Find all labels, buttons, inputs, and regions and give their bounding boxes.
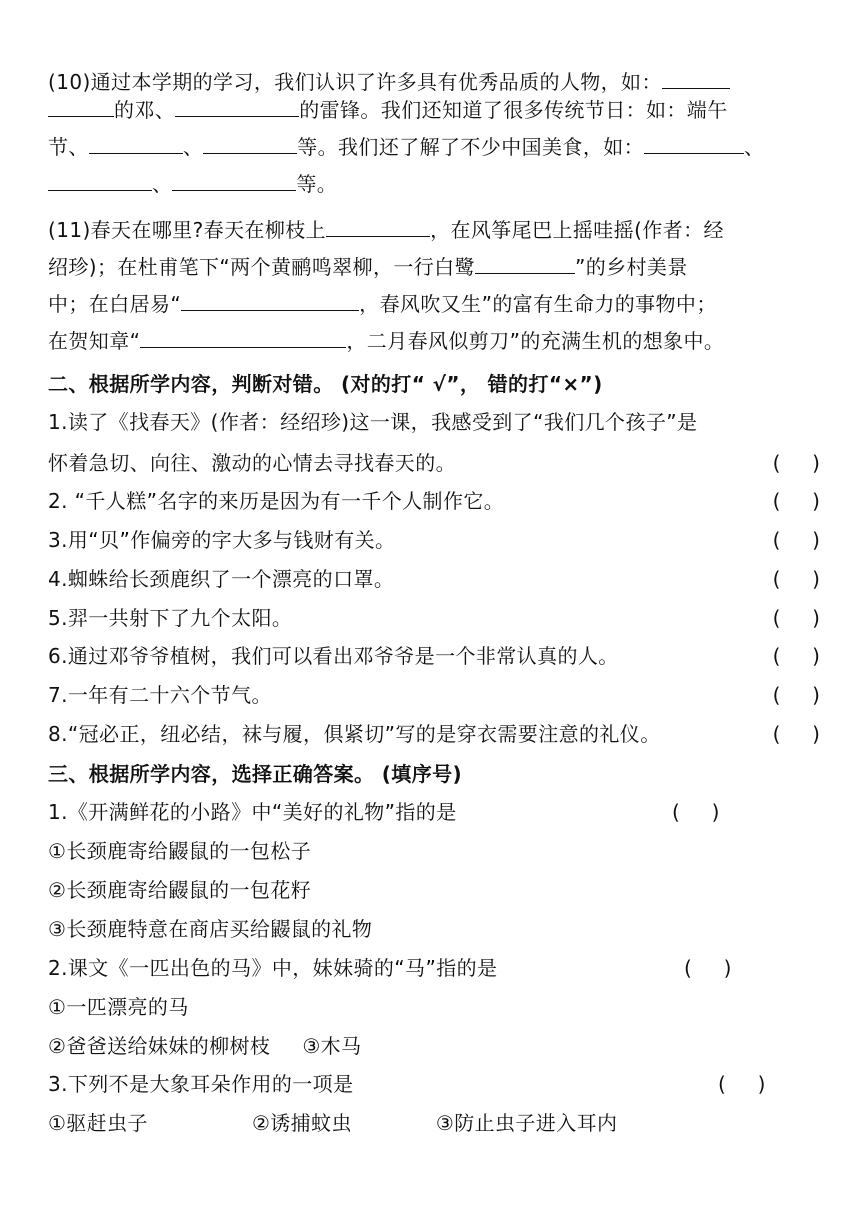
q10-line-4 (48, 170, 820, 198)
q11-text: (11)春天在哪里?春天在柳枝上 (48, 218, 327, 242)
answer-parentheses[interactable]: ( ) (772, 489, 820, 513)
judge-item-6: 6.通过邓爷爷植树，我们可以看出邓爷爷是一个非常认真的人。 (48, 644, 619, 668)
answer-blank[interactable] (140, 327, 346, 348)
q10-text: 、 (152, 172, 173, 196)
choice-q3-options-row (48, 1109, 820, 1137)
choice-q3-option-3: ③防止虫子进入耳内 (435, 1111, 618, 1135)
judge-item-1-line-1: 1.读了《找春天》(作者：经绍珍)这一课，我感受到了“我们几个孩子”是 (48, 410, 698, 434)
judge-item-4: 4.蜘蛛给长颈鹿织了一个漂亮的口罩。 (48, 567, 395, 591)
q11-line-1 (48, 216, 820, 244)
choice-q1-option-2: ②长颈鹿寄给鼹鼠的一包花籽 (48, 878, 312, 902)
answer-blank[interactable] (172, 170, 296, 191)
choice-q3-option-1: ①驱赶虫子 (48, 1111, 148, 1135)
answer-parentheses[interactable]: ( ) (772, 683, 820, 707)
answer-parentheses[interactable]: ( ) (772, 528, 820, 552)
answer-parentheses[interactable]: ( ) (684, 956, 732, 980)
answer-blank[interactable] (89, 133, 183, 154)
judge-item-5: 5.羿一共射下了九个太阳。 (48, 606, 293, 630)
answer-blank[interactable] (203, 133, 297, 154)
answer-blank[interactable] (175, 96, 299, 117)
choice-q1-option-1: ①长颈鹿寄给鼹鼠的一包松子 (48, 839, 312, 863)
q10-text: 等。我们还了解了不少中国美食，如： (297, 135, 645, 159)
q11-text: 中；在白居易“ (48, 292, 182, 316)
q10-text: 节、 (48, 135, 89, 159)
q11-text: ，春风吹又生”的富有生命力的事物中； (359, 292, 717, 316)
answer-parentheses[interactable]: ( ) (772, 722, 820, 746)
q11-line-3 (48, 290, 820, 318)
choice-q3: 3.下列不是大象耳朵作用的一项是 (48, 1072, 354, 1096)
judge-item-8: 8.“冠必正，纽必结，袜与履，俱紧切”写的是穿衣需要注意的礼仪。 (48, 722, 661, 746)
q10-text: (10)通过本学期的学习，我们认识了许多具有优秀品质的人物，如： (48, 70, 662, 94)
q10-text: 、 (744, 135, 765, 159)
q11-text: ，在风筝尾巴上摇哇摇(作者：经 (430, 218, 724, 242)
choice-q1: 1.《开满鲜花的小路》中“美好的礼物”指的是 (48, 800, 457, 824)
judge-item-3: 3.用“贝”作偏旁的字大多与钱财有关。 (48, 528, 396, 552)
q11-text: ，二月春风似剪刀”的充满生机的想象中。 (346, 329, 725, 353)
q10-text: 、 (182, 135, 204, 159)
choice-q2-option-1: ①一匹漂亮的马 (48, 995, 189, 1019)
q10-text: 等。 (296, 172, 338, 196)
q11-text: ”的乡村美景 (574, 255, 688, 279)
answer-blank[interactable] (644, 133, 744, 154)
answer-parentheses[interactable]: ( ) (718, 1072, 766, 1096)
choice-q2-options-row (48, 1032, 820, 1060)
section2-heading: 二、根据所学内容，判断对错。 (对的打“ √”， 错的打“×”) (48, 372, 603, 396)
q10-line-2 (48, 96, 820, 124)
choice-q2-option-3: ③木马 (302, 1034, 362, 1058)
judge-item-1-line-2: 怀着急切、向往、激动的心情去寻找春天的。 (48, 451, 456, 475)
answer-blank[interactable] (181, 290, 359, 311)
q10-text: 的雷锋。我们还知道了很多传统节日：如：端午 (299, 98, 728, 122)
answer-blank[interactable] (475, 253, 575, 274)
q10-text: 的邓、 (114, 98, 176, 122)
q11-line-4 (48, 327, 820, 355)
judge-item-7: 7.一年有二十六个节气。 (48, 683, 272, 707)
choice-q3-option-2: ②诱捕蚊虫 (251, 1111, 352, 1135)
answer-parentheses[interactable]: ( ) (672, 800, 720, 824)
q11-line-2 (48, 253, 820, 281)
answer-parentheses[interactable]: ( ) (772, 644, 820, 668)
answer-blank[interactable] (48, 96, 114, 117)
choice-q1-option-3: ③长颈鹿特意在商店买给鼹鼠的礼物 (48, 917, 373, 941)
judge-item-2: 2. “千人糕”名字的来历是因为有一千个人制作它。 (48, 489, 505, 513)
answer-parentheses[interactable]: ( ) (772, 451, 820, 475)
answer-parentheses[interactable]: ( ) (772, 606, 820, 630)
answer-blank[interactable] (326, 216, 430, 237)
q11-text: 在贺知章“ (48, 329, 141, 353)
q11-text: 绍珍)；在杜甫笔下“两个黄鹂鸣翠柳，一行白鹭 (48, 255, 475, 279)
choice-q2: 2.课文《一匹出色的马》中，妹妹骑的“马”指的是 (48, 956, 498, 980)
choice-q2-option-2: ②爸爸送给妹妹的柳树枝 (48, 1034, 271, 1058)
answer-blank[interactable] (48, 170, 152, 191)
answer-parentheses[interactable]: ( ) (772, 567, 820, 591)
q10-line-1 (48, 68, 820, 96)
answer-blank[interactable] (662, 68, 730, 89)
section3-heading: 三、根据所学内容，选择正确答案。 (填序号) (48, 762, 463, 786)
q10-line-3 (48, 133, 820, 161)
